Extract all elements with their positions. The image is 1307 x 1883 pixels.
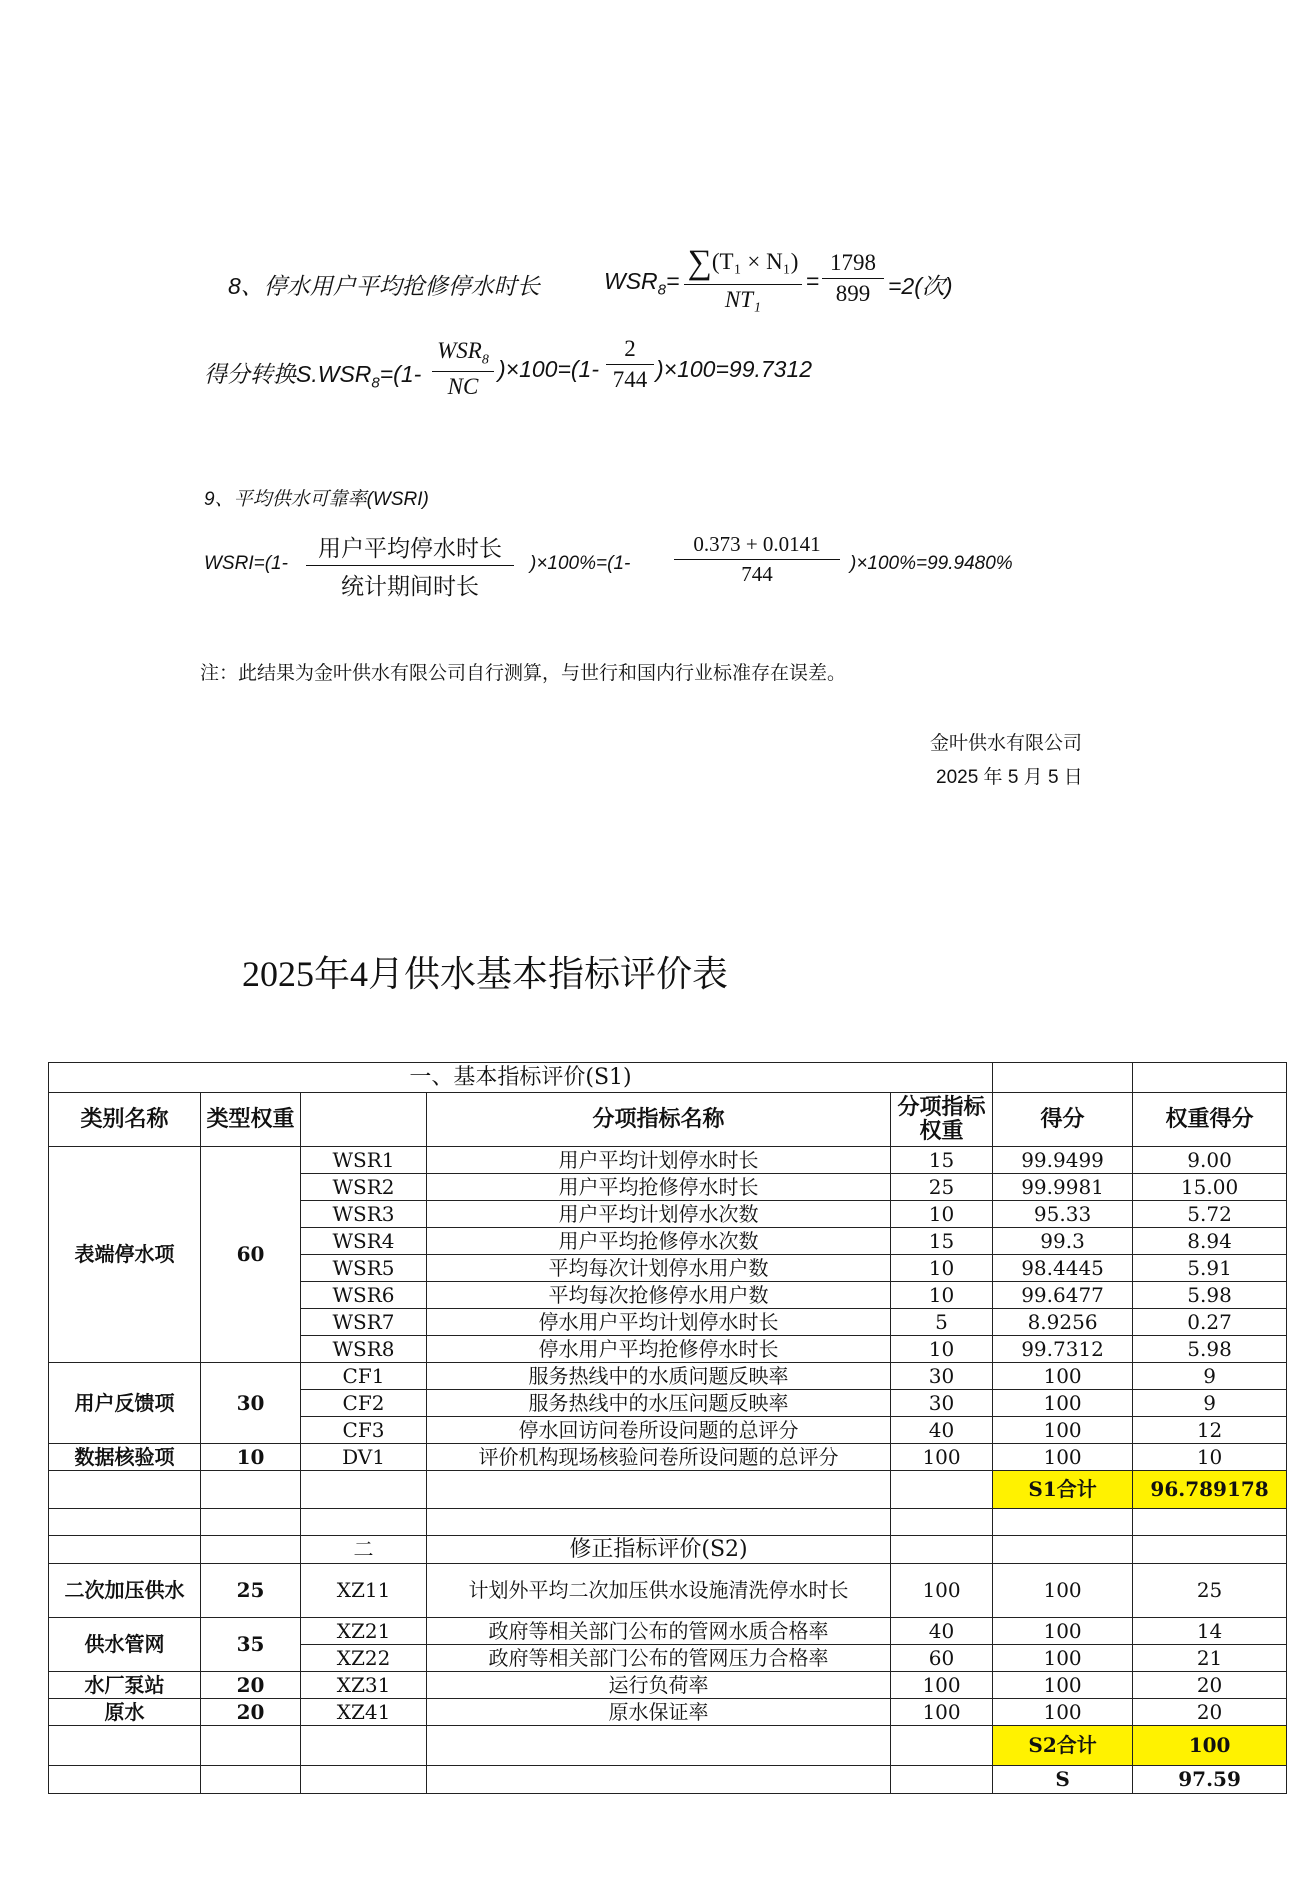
table-row bbox=[49, 1699, 1287, 1726]
indicator-code: WSR1 bbox=[301, 1147, 427, 1174]
category-weight: 35 bbox=[201, 1618, 301, 1672]
header-indicator-name: 分项指标名称 bbox=[427, 1093, 891, 1147]
indicator-name: 政府等相关部门公布的管网水质合格率 bbox=[427, 1618, 891, 1645]
formula8-lhs: $WSR_8=$ bbox=[604, 268, 680, 299]
category-weight: 20 bbox=[201, 1672, 301, 1699]
indicator-weight: 100 bbox=[891, 1564, 993, 1618]
empty-cell bbox=[301, 1471, 427, 1509]
indicator-name: 平均每次抢修停水用户数 bbox=[427, 1282, 891, 1309]
signature-company: 金叶供水有限公司 bbox=[930, 733, 1083, 754]
header-code bbox=[301, 1093, 427, 1147]
empty-cell bbox=[891, 1766, 993, 1794]
table-row bbox=[49, 1363, 1287, 1390]
indicator-name: 用户平均抢修停水时长 bbox=[427, 1174, 891, 1201]
indicator-score: 99.3 bbox=[993, 1228, 1133, 1255]
indicator-weighted-score: 20 bbox=[1133, 1699, 1287, 1726]
indicator-score: 8.9256 bbox=[993, 1309, 1133, 1336]
empty-cell bbox=[891, 1509, 993, 1536]
indicator-weighted-score: 8.94 bbox=[1133, 1228, 1287, 1255]
formula9-lhs: WSRI=(1- bbox=[204, 553, 288, 574]
empty-cell bbox=[1133, 1509, 1287, 1536]
section2-header-row bbox=[49, 1536, 1287, 1564]
indicator-code: XZ22 bbox=[301, 1645, 427, 1672]
indicator-weight: 15 bbox=[891, 1228, 993, 1255]
indicator-score: 100 bbox=[993, 1672, 1133, 1699]
indicator-score: 100 bbox=[993, 1417, 1133, 1444]
indicator-score: 100 bbox=[993, 1363, 1133, 1390]
indicator-code: WSR8 bbox=[301, 1336, 427, 1363]
indicator-score: 100 bbox=[993, 1390, 1133, 1417]
section2-number: 二 bbox=[301, 1536, 427, 1564]
empty-cell bbox=[993, 1063, 1133, 1093]
indicator-score: 100 bbox=[993, 1645, 1133, 1672]
empty-cell bbox=[993, 1509, 1133, 1536]
indicator-name: 停水用户平均计划停水时长 bbox=[427, 1309, 891, 1336]
indicator-code: DV1 bbox=[301, 1444, 427, 1471]
table-row bbox=[49, 1147, 1287, 1174]
empty-cell bbox=[891, 1471, 993, 1509]
indicator-name: 服务热线中的水压问题反映率 bbox=[427, 1390, 891, 1417]
s2-total-value: 100 bbox=[1133, 1726, 1287, 1766]
empty-cell bbox=[891, 1726, 993, 1766]
indicator-weighted-score: 5.91 bbox=[1133, 1255, 1287, 1282]
indicator-weight: 5 bbox=[891, 1309, 993, 1336]
empty-cell bbox=[301, 1766, 427, 1794]
indicator-weighted-score: 5.72 bbox=[1133, 1201, 1287, 1228]
section1-title: 一、基本指标评价(S1) bbox=[49, 1063, 993, 1093]
indicator-code: WSR2 bbox=[301, 1174, 427, 1201]
empty-cell bbox=[427, 1766, 891, 1794]
header-type-weight: 类型权重 bbox=[201, 1093, 301, 1147]
empty-cell bbox=[427, 1509, 891, 1536]
indicator-weight: 10 bbox=[891, 1255, 993, 1282]
indicator-name: 评价机构现场核验问卷所设问题的总评分 bbox=[427, 1444, 891, 1471]
formula9-fraction2-bar bbox=[674, 559, 840, 560]
empty-cell bbox=[49, 1726, 201, 1766]
table-title: 2025年4月供水基本指标评价表 bbox=[242, 954, 729, 994]
empty-cell bbox=[49, 1536, 201, 1564]
formula9-title: 9、平均供水可靠率(WSRI) bbox=[204, 489, 429, 510]
formula8-value-fraction bbox=[822, 250, 884, 307]
empty-cell bbox=[891, 1536, 993, 1564]
indicator-weight: 100 bbox=[891, 1672, 993, 1699]
empty-cell bbox=[201, 1766, 301, 1794]
score8-fraction-bar bbox=[432, 371, 494, 372]
empty-cell bbox=[1133, 1536, 1287, 1564]
category-name: 二次加压供水 bbox=[49, 1564, 201, 1618]
s1-total-value: 96.789178 bbox=[1133, 1471, 1287, 1509]
header-weighted-score: 权重得分 bbox=[1133, 1093, 1287, 1147]
score8-denominator2: 744 bbox=[612, 367, 648, 392]
score8-label-text: 得分转换S.WSR bbox=[204, 361, 372, 387]
score8-fraction bbox=[432, 338, 494, 400]
indicator-weighted-score: 9 bbox=[1133, 1363, 1287, 1390]
formula8-value-bar bbox=[822, 278, 884, 279]
indicator-code: WSR4 bbox=[301, 1228, 427, 1255]
formula8-value-denominator: 899 bbox=[835, 281, 871, 306]
formula8-sum-fraction bbox=[684, 244, 802, 313]
formula9-fraction2 bbox=[674, 532, 840, 587]
header-indicator-weight: 分项指标权重 bbox=[891, 1093, 993, 1147]
indicator-score: 100 bbox=[993, 1699, 1133, 1726]
indicator-score: 99.9499 bbox=[993, 1147, 1133, 1174]
empty-cell bbox=[301, 1726, 427, 1766]
section2-title: 修正指标评价(S2) bbox=[427, 1536, 891, 1564]
indicator-weight: 15 bbox=[891, 1147, 993, 1174]
empty-cell bbox=[427, 1471, 891, 1509]
empty-cell bbox=[427, 1726, 891, 1766]
indicator-name: 政府等相关部门公布的管网压力合格率 bbox=[427, 1645, 891, 1672]
indicator-score: 99.9981 bbox=[993, 1174, 1133, 1201]
indicator-code: CF3 bbox=[301, 1417, 427, 1444]
indicator-code: WSR5 bbox=[301, 1255, 427, 1282]
indicator-weight: 25 bbox=[891, 1174, 993, 1201]
s2-total-row bbox=[49, 1726, 1287, 1766]
formula8-eq1: = bbox=[806, 268, 820, 294]
category-weight: 30 bbox=[201, 1363, 301, 1444]
formula9-numerator2: 0.373 + 0.0141 bbox=[693, 532, 821, 556]
category-weight: 60 bbox=[201, 1147, 301, 1363]
indicator-weighted-score: 10 bbox=[1133, 1444, 1287, 1471]
formula8-lhs-sub: 8 bbox=[657, 281, 667, 299]
s1-total-row bbox=[49, 1471, 1287, 1509]
indicator-code: WSR3 bbox=[301, 1201, 427, 1228]
indicator-code: WSR7 bbox=[301, 1309, 427, 1336]
indicator-name: 用户平均计划停水时长 bbox=[427, 1147, 891, 1174]
indicator-code: XZ11 bbox=[301, 1564, 427, 1618]
indicator-name: 停水回访问卷所设问题的总评分 bbox=[427, 1417, 891, 1444]
formula8-label: 8、停水用户平均抢修停水时长 bbox=[228, 273, 540, 299]
indicator-weight: 100 bbox=[891, 1444, 993, 1471]
indicator-weighted-score: 5.98 bbox=[1133, 1336, 1287, 1363]
section1-header-row bbox=[49, 1063, 1287, 1093]
indicator-weighted-score: 9 bbox=[1133, 1390, 1287, 1417]
score8-numerator2: 2 bbox=[624, 336, 636, 361]
category-name: 数据核验项 bbox=[49, 1444, 201, 1471]
category-name: 表端停水项 bbox=[49, 1147, 201, 1363]
formula8-lhs-text: WSR bbox=[604, 268, 658, 294]
indicator-name: 停水用户平均抢修停水时长 bbox=[427, 1336, 891, 1363]
spacer-row bbox=[49, 1509, 1287, 1536]
indicator-code: XZ41 bbox=[301, 1699, 427, 1726]
indicator-score: 98.4445 bbox=[993, 1255, 1133, 1282]
indicator-code: XZ31 bbox=[301, 1672, 427, 1699]
indicator-score: 100 bbox=[993, 1564, 1133, 1618]
indicator-weight: 30 bbox=[891, 1390, 993, 1417]
empty-cell bbox=[201, 1726, 301, 1766]
table-row bbox=[49, 1618, 1287, 1645]
s-total-row bbox=[49, 1766, 1287, 1794]
indicator-score: 95.33 bbox=[993, 1201, 1133, 1228]
indicator-name: 运行负荷率 bbox=[427, 1672, 891, 1699]
score8-mid: )×100=(1- bbox=[498, 356, 600, 382]
formula8-sum-denominator: NT₁ bbox=[724, 287, 762, 312]
formula8-result: =2(次) bbox=[888, 273, 953, 299]
indicator-code: WSR6 bbox=[301, 1282, 427, 1309]
score8-label-sub: 8 bbox=[371, 374, 380, 392]
formula9-denominator: 统计期间时长 bbox=[341, 573, 479, 599]
indicator-weight: 40 bbox=[891, 1417, 993, 1444]
empty-cell bbox=[1133, 1063, 1287, 1093]
score8-fraction2 bbox=[606, 336, 654, 393]
indicator-weight: 10 bbox=[891, 1282, 993, 1309]
empty-cell bbox=[993, 1536, 1133, 1564]
indicator-name: 用户平均抢修停水次数 bbox=[427, 1228, 891, 1255]
indicator-weight: 40 bbox=[891, 1618, 993, 1645]
indicator-name: 原水保证率 bbox=[427, 1699, 891, 1726]
s1-total-label: S1合计 bbox=[993, 1471, 1133, 1509]
empty-cell bbox=[201, 1536, 301, 1564]
formula9-mid: )×100%=(1- bbox=[530, 553, 631, 574]
formula9-end: )×100%=99.9480% bbox=[850, 553, 1013, 574]
table-row bbox=[49, 1564, 1287, 1618]
indicator-weighted-score: 12 bbox=[1133, 1417, 1287, 1444]
indicator-weighted-score: 21 bbox=[1133, 1645, 1287, 1672]
indicator-score: 99.6477 bbox=[993, 1282, 1133, 1309]
table-row bbox=[49, 1444, 1287, 1471]
category-name: 供水管网 bbox=[49, 1618, 201, 1672]
score8-num-sub: 8 bbox=[481, 352, 489, 368]
formula9-denominator2: 744 bbox=[741, 562, 773, 586]
indicator-weighted-score: 20 bbox=[1133, 1672, 1287, 1699]
score8-eq-start: =(1- bbox=[379, 361, 422, 387]
score8-end: )×100=99.7312 bbox=[656, 356, 813, 382]
signature-date: 2025 年 5 月 5 日 bbox=[936, 767, 1083, 788]
formula9-fraction bbox=[306, 530, 514, 601]
s-total-value: 97.59 bbox=[1133, 1766, 1287, 1794]
category-name: 原水 bbox=[49, 1699, 201, 1726]
empty-cell bbox=[49, 1509, 201, 1536]
indicator-name: 用户平均计划停水次数 bbox=[427, 1201, 891, 1228]
empty-cell bbox=[201, 1471, 301, 1509]
indicator-weight: 10 bbox=[891, 1201, 993, 1228]
category-weight: 10 bbox=[201, 1444, 301, 1471]
header-score: 得分 bbox=[993, 1093, 1133, 1147]
indicator-code: XZ21 bbox=[301, 1618, 427, 1645]
formula8-sum-expr: (T₁ × N₁) bbox=[711, 249, 799, 274]
score8-fraction2-bar bbox=[606, 364, 654, 365]
score8-label bbox=[204, 356, 421, 392]
s2-total-label: S2合计 bbox=[993, 1726, 1133, 1766]
indicator-weight: 60 bbox=[891, 1645, 993, 1672]
formula8-fraction-bar bbox=[684, 284, 802, 285]
category-weight: 20 bbox=[201, 1699, 301, 1726]
empty-cell bbox=[49, 1471, 201, 1509]
evaluation-table bbox=[48, 1062, 1287, 1794]
category-name: 水厂泵站 bbox=[49, 1672, 201, 1699]
empty-cell bbox=[201, 1509, 301, 1536]
indicator-score: 100 bbox=[993, 1618, 1133, 1645]
indicator-name: 计划外平均二次加压供水设施清洗停水时长 bbox=[427, 1564, 891, 1618]
indicator-weighted-score: 9.00 bbox=[1133, 1147, 1287, 1174]
formula9-numerator: 用户平均停水时长 bbox=[318, 535, 502, 561]
column-header-row bbox=[49, 1093, 1287, 1147]
indicator-weighted-score: 25 bbox=[1133, 1564, 1287, 1618]
indicator-weight: 100 bbox=[891, 1699, 993, 1726]
score8-num-text: WSR bbox=[437, 338, 482, 363]
formula9-fraction-bar bbox=[306, 565, 514, 566]
indicator-weight: 30 bbox=[891, 1363, 993, 1390]
category-weight: 25 bbox=[201, 1564, 301, 1618]
indicator-weighted-score: 5.98 bbox=[1133, 1282, 1287, 1309]
score8-numerator bbox=[432, 338, 494, 369]
indicator-name: 服务热线中的水质问题反映率 bbox=[427, 1363, 891, 1390]
indicator-weighted-score: 15.00 bbox=[1133, 1174, 1287, 1201]
indicator-score: 99.7312 bbox=[993, 1336, 1133, 1363]
formula8-sum-numerator: ∑(T₁ × N₁) bbox=[687, 244, 799, 281]
note-text: 注：此结果为金叶供水有限公司自行测算，与世行和国内行业标准存在误差。 bbox=[200, 663, 847, 684]
indicator-score: 100 bbox=[993, 1444, 1133, 1471]
category-name: 用户反馈项 bbox=[49, 1363, 201, 1444]
indicator-weight: 10 bbox=[891, 1336, 993, 1363]
formula8-value-numerator: 1798 bbox=[830, 250, 876, 275]
header-category: 类别名称 bbox=[49, 1093, 201, 1147]
indicator-weighted-score: 14 bbox=[1133, 1618, 1287, 1645]
table-row bbox=[49, 1672, 1287, 1699]
s-total-label: S bbox=[993, 1766, 1133, 1794]
score8-denominator: NC bbox=[447, 373, 479, 399]
indicator-name: 平均每次计划停水用户数 bbox=[427, 1255, 891, 1282]
indicator-weighted-score: 0.27 bbox=[1133, 1309, 1287, 1336]
indicator-code: CF2 bbox=[301, 1390, 427, 1417]
indicator-code: CF1 bbox=[301, 1363, 427, 1390]
empty-cell bbox=[49, 1766, 201, 1794]
empty-cell bbox=[301, 1509, 427, 1536]
